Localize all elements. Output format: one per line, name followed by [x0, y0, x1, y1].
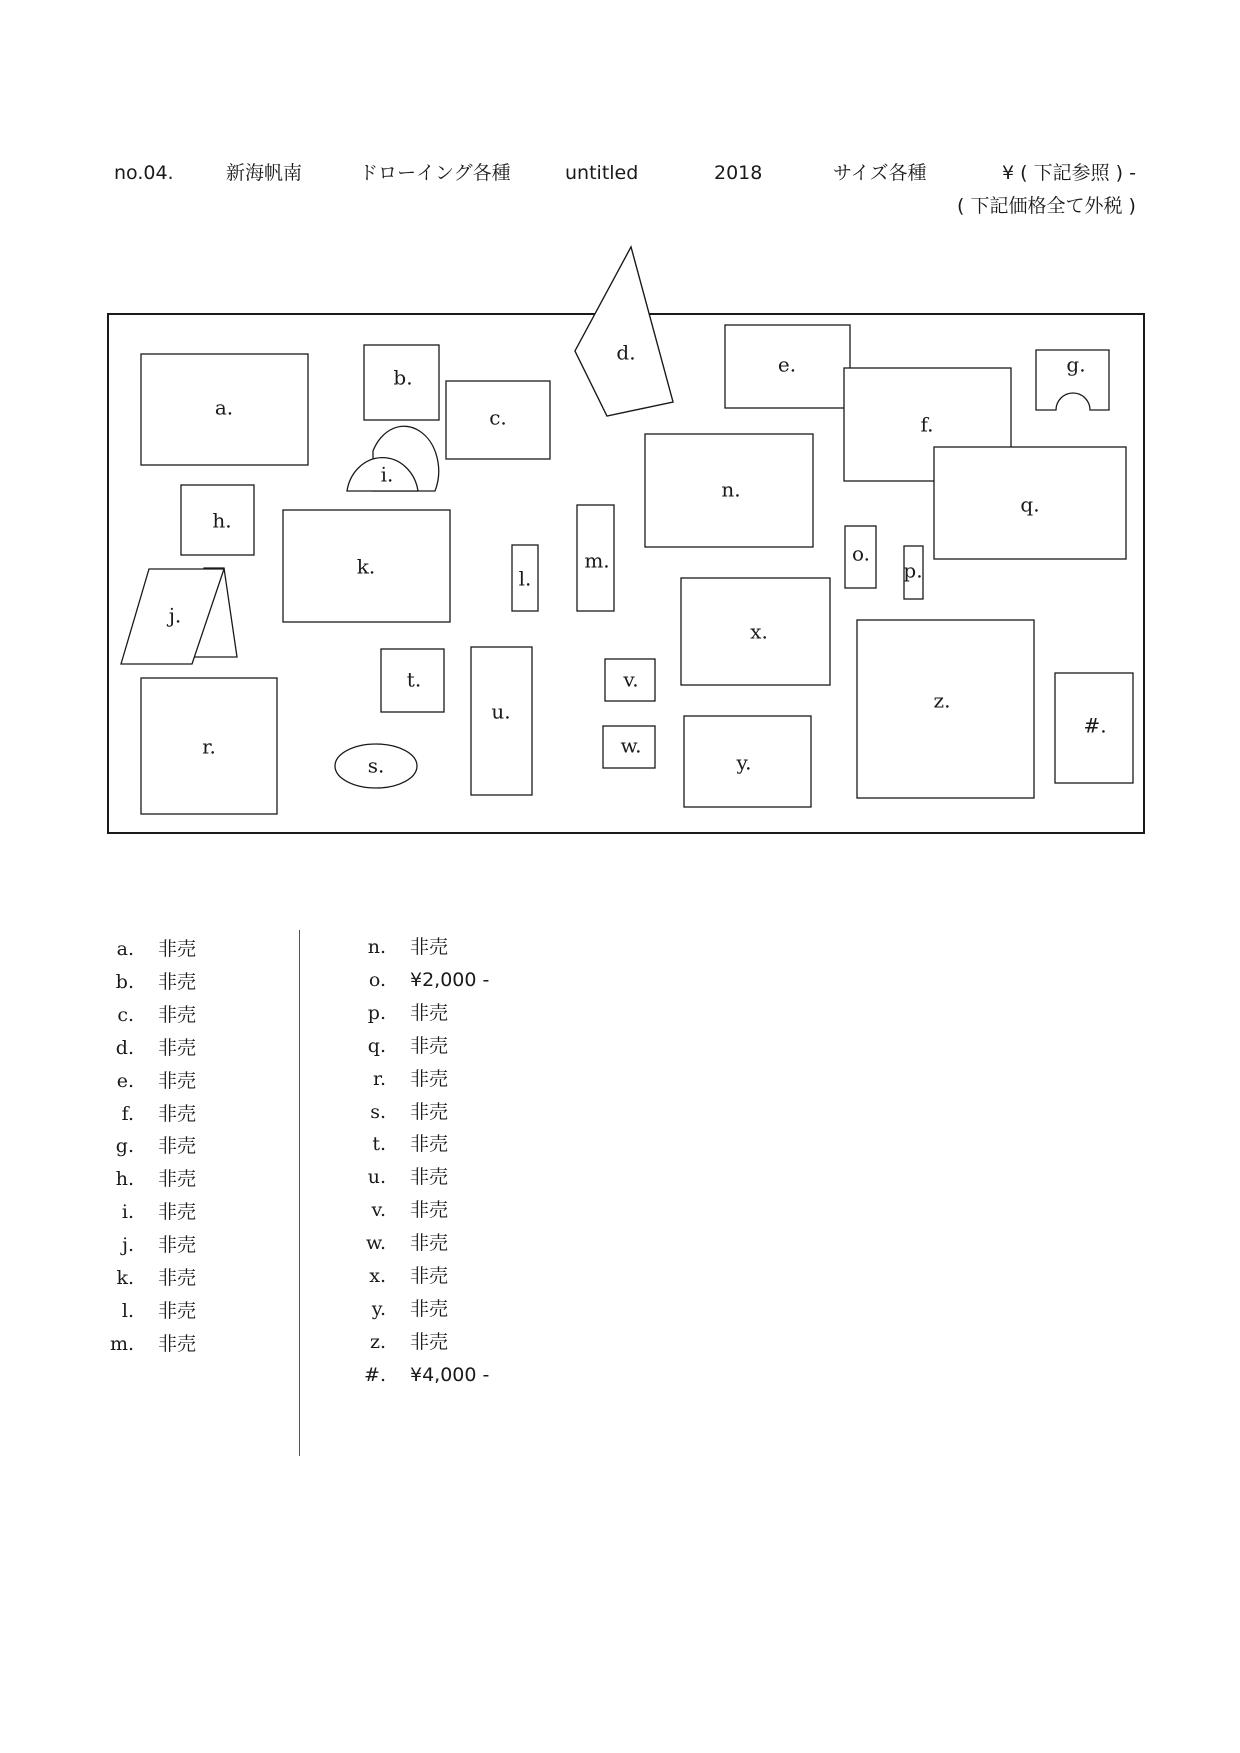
item-label: t. — [372, 1133, 386, 1156]
item-label: f. — [121, 1102, 134, 1125]
label-n: n. — [721, 477, 741, 502]
item-price: 非売 — [158, 1102, 197, 1125]
label-x: x. — [750, 619, 768, 644]
item-label: l. — [121, 1299, 134, 1322]
label-g: g. — [1066, 352, 1086, 377]
label-y: y. — [736, 750, 752, 775]
item-label: k. — [116, 1267, 134, 1289]
item-price: 非売 — [410, 1001, 449, 1024]
item-label: a. — [116, 938, 134, 960]
label-u: u. — [491, 699, 511, 724]
item-label: s. — [370, 1100, 386, 1123]
piece-d-overlay — [575, 247, 673, 416]
label-h: h. — [212, 508, 232, 533]
year: 2018 — [714, 162, 763, 184]
label-e: e. — [777, 352, 797, 377]
medium: ドローイング各種 — [359, 162, 511, 184]
item-price: 非売 — [410, 1067, 449, 1090]
item-price: 非売 — [158, 1267, 197, 1289]
label-a: a. — [214, 395, 234, 420]
label-d: d. — [616, 340, 636, 365]
item-price: 非売 — [158, 970, 197, 993]
item-price: 非売 — [410, 1100, 449, 1123]
label-r: r. — [202, 734, 216, 759]
item-price: 非売 — [158, 1003, 197, 1026]
item-label: w. — [365, 1232, 386, 1255]
artist-name: 新海帆南 — [226, 162, 303, 184]
item-price: 非売 — [410, 1330, 449, 1353]
item-label: p. — [367, 1001, 386, 1024]
item-price: 非売 — [410, 936, 449, 958]
item-price: 非売 — [410, 1166, 449, 1189]
item-label: c. — [117, 1003, 134, 1026]
label-s: s. — [367, 753, 385, 778]
label-hash: #. — [1083, 713, 1107, 738]
catalog-number: no.04. — [114, 162, 174, 184]
item-label: j. — [122, 1234, 134, 1257]
tax-note: ( 下記価格全て外税 ) — [957, 195, 1136, 217]
label-p: p. — [903, 558, 923, 583]
item-price: 非売 — [410, 1199, 449, 1222]
item-label: g. — [115, 1135, 134, 1158]
label-i: i. — [380, 462, 394, 487]
item-price: 非売 — [158, 1201, 197, 1224]
label-w: w. — [620, 733, 642, 758]
label-f: f. — [920, 412, 934, 437]
label-m: m. — [584, 548, 610, 573]
label-q: q. — [1020, 492, 1040, 517]
item-label: v. — [371, 1199, 386, 1222]
item-label: n. — [367, 936, 386, 958]
price: ¥ ( 下記参照 ) - — [1002, 162, 1136, 184]
item-label: e. — [116, 1069, 134, 1092]
item-label: r. — [372, 1067, 386, 1090]
item-label: d. — [115, 1036, 134, 1059]
size: サイズ各種 — [833, 162, 927, 184]
item-label: i. — [121, 1201, 134, 1224]
item-price: 非売 — [158, 1168, 197, 1191]
item-label: o. — [368, 968, 386, 991]
item-price: 非売 — [410, 1265, 449, 1287]
label-l: l. — [518, 566, 532, 591]
column-divider — [299, 930, 300, 1456]
item-price: 非売 — [158, 1069, 197, 1092]
label-j: j. — [168, 603, 182, 628]
item-price: ¥4,000 - — [410, 1363, 490, 1386]
label-k: k. — [356, 554, 376, 579]
item-label: z. — [369, 1330, 386, 1353]
item-label: b. — [115, 970, 134, 993]
item-price: 非売 — [158, 938, 197, 960]
label-t: t. — [406, 667, 422, 692]
item-price: 非売 — [410, 1297, 449, 1320]
work-title: untitled — [565, 162, 639, 184]
item-price: 非売 — [158, 1036, 197, 1059]
item-price: 非売 — [158, 1299, 197, 1322]
item-price: 非売 — [158, 1135, 197, 1158]
item-label: m. — [109, 1332, 134, 1355]
item-label: u. — [367, 1166, 386, 1189]
item-label: h. — [115, 1168, 134, 1191]
label-b: b. — [393, 365, 413, 390]
label-z: z. — [933, 688, 951, 713]
item-price: 非売 — [158, 1332, 197, 1355]
item-label: #. — [364, 1363, 386, 1386]
item-price: 非売 — [158, 1234, 197, 1257]
item-price: 非売 — [410, 1034, 449, 1057]
item-label: x. — [369, 1265, 386, 1287]
item-price: 非売 — [410, 1133, 449, 1156]
label-c: c. — [489, 405, 507, 430]
label-v: v. — [623, 667, 639, 692]
item-label: q. — [367, 1034, 386, 1057]
item-price: 非売 — [410, 1232, 449, 1255]
label-o: o. — [851, 541, 871, 566]
item-price: ¥2,000 - — [410, 968, 490, 991]
item-label: y. — [371, 1297, 386, 1320]
